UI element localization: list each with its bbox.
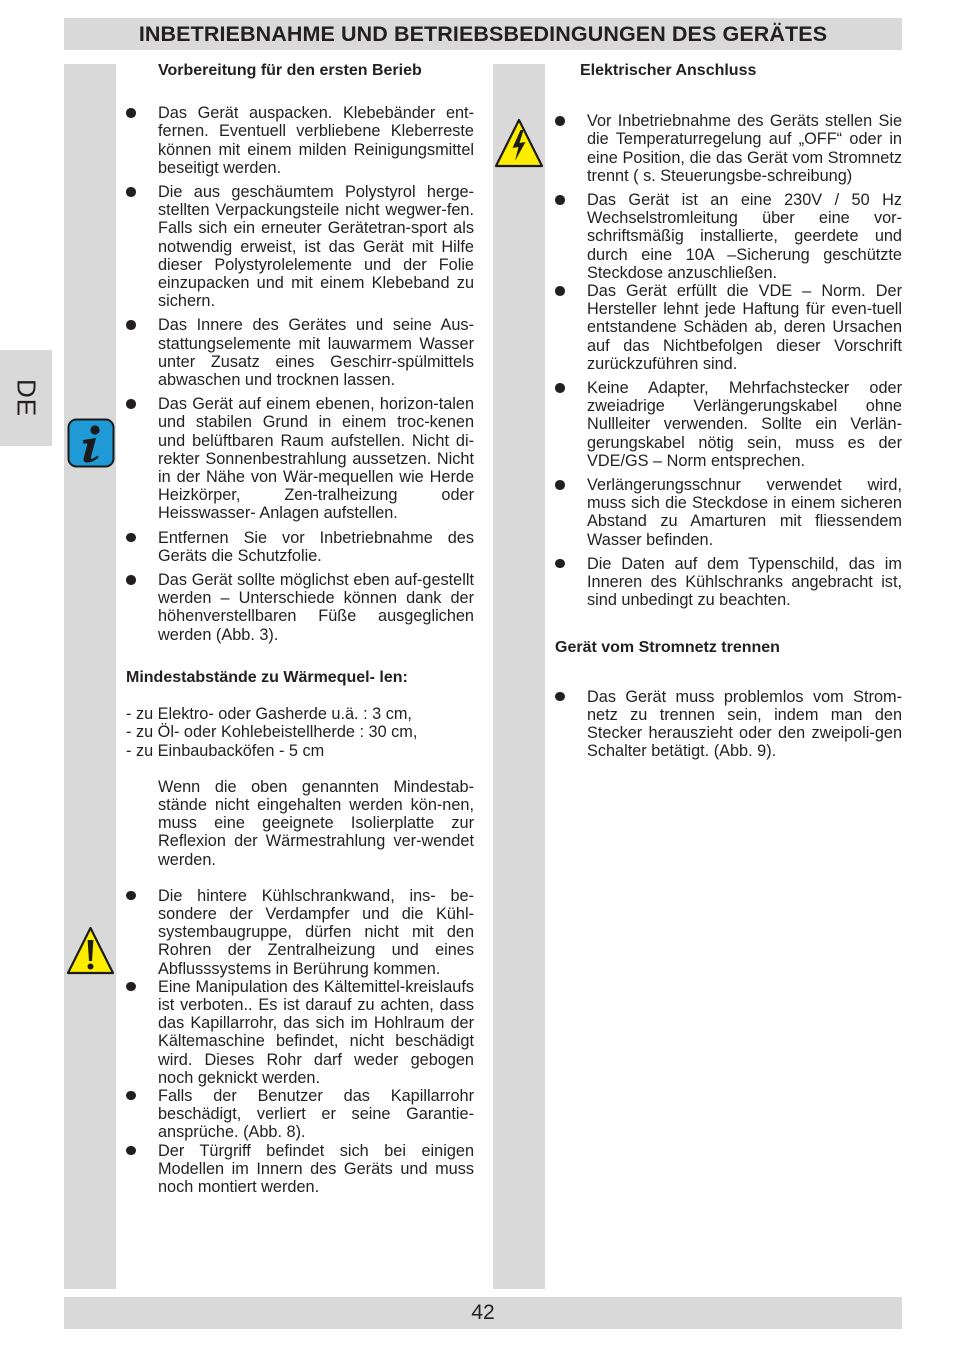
language-tab: [0, 350, 52, 446]
safety-list: [126, 887, 474, 1196]
left-column: [126, 62, 474, 1196]
insulation-note: Wenn die oben genannten Mindestab-stände nicht eingehalten werden kön-nen, muss eine geeignete Isolierplatte zur Reflexion der Wärmestrahlung ver-wendet werden.: [158, 777, 474, 869]
left-icon-strip: [64, 64, 116, 1289]
distance-line: - zu Öl- oder Kohlebeistellherde : 30 cm,: [126, 723, 418, 742]
distance-line: - zu Einbaubacköfen - 5 cm: [126, 741, 325, 760]
info-icon: [67, 418, 115, 468]
section-heading-disconnect: Gerät vom Stromnetz trennen: [555, 639, 780, 657]
list-item: Die Daten auf dem Typenschild, das im Inneren des Kühlschranks angebracht ist, sind unbedingt zu beachten.: [555, 555, 902, 610]
list-item: Verlängerungsschnur verwendet wird, muss sich die Steckdose in einem sicheren Abstand zu Amarturen mit fliessendem Wasser befinden.: [555, 476, 902, 549]
list-item: Die aus geschäumtem Polystyrol herge-stellten Verpackungsteile nicht wegwer-fen. Falls sich ein erneuter Gerätetran-sport als notwendig erweist, ist das Gerät mit Hilfe dieser Polystyrolelemente und der Folie einzupacken und mit einem Klebeband zu sichern.: [126, 183, 474, 310]
distance-line: - zu Elektro- oder Gasherde u.ä. : 3 cm,: [126, 705, 412, 724]
section-heading-preparation: Vorbereitung für den ersten Berieb: [158, 62, 422, 79]
right-column: [555, 62, 902, 761]
list-item: Das Innere des Gerätes und seine Aus- stattungselemente mit lauwarmem Wasser unter Zusatz eines Geschirr-spülmittels abwaschen und trocknen lassen.: [126, 316, 474, 389]
electrical-hazard-icon: [494, 117, 544, 169]
list-item: Keine Adapter, Mehrfachstecker oder zweiadrige Verlängerungskabel ohne Nullleiter verwenden. Sollte ein Verlän-gerungskabel nötig sein, muss es der VDE/GS – Norm entsprechen.: [555, 379, 902, 470]
list-item: Das Gerät erfüllt die VDE – Norm. Der Hersteller lehnt jede Haftung für even-tuell entstandene Schäden ab, deren Ursachen auf das Nichtbefolgen dieser Vorschrift zurückzuführen sind.: [555, 282, 902, 373]
header-bar: [64, 18, 902, 50]
list-item: Vor Inbetriebnahme des Geräts stellen Sie die Temperaturregelung auf „OFF“ oder in eine Position, die das Gerät vom Stromnetz trennt ( s. Steuerungsbe-schreibung): [555, 112, 902, 185]
footer-bar: [64, 1297, 902, 1329]
list-item: Falls der Benutzer das Kapillarrohr beschädigt, verliert er seine Garantie-ansprüche. (Abb. 8).: [126, 1087, 474, 1142]
list-item: Der Türgriff befindet sich bei einigen Modellen im Innern des Geräts und muss noch montiert werden.: [126, 1142, 474, 1197]
disconnect-list: [555, 688, 902, 761]
page-title: INBETRIEBNAHME UND BETRIEBSBEDINGUNGEN DES GERÄTES: [138, 22, 828, 46]
section-heading-min-distances: Mindestabstände zu Wärmequel- len:: [126, 668, 408, 686]
list-item: Die hintere Kühlschrankwand, ins- be-sondere der Verdampfer und die Kühl-systembaugruppe, dürfen nicht mit den Rohren der Zentralheizung und eines Abflusssystems in Berührung kommen.: [126, 887, 474, 978]
page-number: 42: [471, 1301, 495, 1324]
section-heading-electrical: Elektrischer Anschluss: [580, 62, 757, 79]
warning-icon: [66, 925, 115, 976]
list-item: Eine Manipulation des Kältemittel-kreislaufs ist verboten.. Es ist darauf zu achten, dass das Kapillarrohr, das sich im Hohlraum der Kältemaschine befindet, nicht beschädigt wird. Dieses Rohr darf weder gebogen noch geknickt werden.: [126, 978, 474, 1087]
right-icon-strip: [493, 64, 545, 1289]
language-tab-label: DE: [11, 378, 42, 418]
list-item: Das Gerät muss problemlos vom Strom-netz zu trennen sein, indem man den Stecker herauszieht oder den zweipoli-gen Schalter betätigt. (Abb. 9).: [555, 688, 902, 761]
electrical-list: [555, 112, 902, 609]
list-item: Entfernen Sie vor Inbetriebnahme des Geräts die Schutzfolie.: [126, 529, 474, 565]
distance-list: [126, 705, 474, 760]
list-item: Das Gerät auf einem ebenen, horizon-talen und stabilen Grund in einem troc-kenen und belüftbaren Raum aufstellen. Nicht di- rekter Sonnenbestrahlung aussetzen. Nicht in der Nähe von Wär-mequellen wie Herde Heizkörper, Zen-tralheizung oder Heisswasser- Anlagen aufstellen.: [126, 395, 474, 522]
list-item: Das Gerät ist an eine 230V / 50 Hz Wechselstromleitung über eine vor-schriftsmäßig installierte, geerdete und durch eine 10A –Sicherung geschützte Steckdose anzuschließen.: [555, 191, 902, 282]
list-item: Das Gerät sollte möglichst eben auf-gestellt werden – Unterschiede können dank der höhenverstellbaren Füße ausgeglichen werden (Abb. 3).: [126, 571, 474, 644]
preparation-list: [126, 104, 474, 644]
list-item: Das Gerät auspacken. Klebebänder ent- fernen. Eventuell verbliebene Kleberreste können mit einem milden Reinigungsmittel beseitigt werden.: [126, 104, 474, 177]
